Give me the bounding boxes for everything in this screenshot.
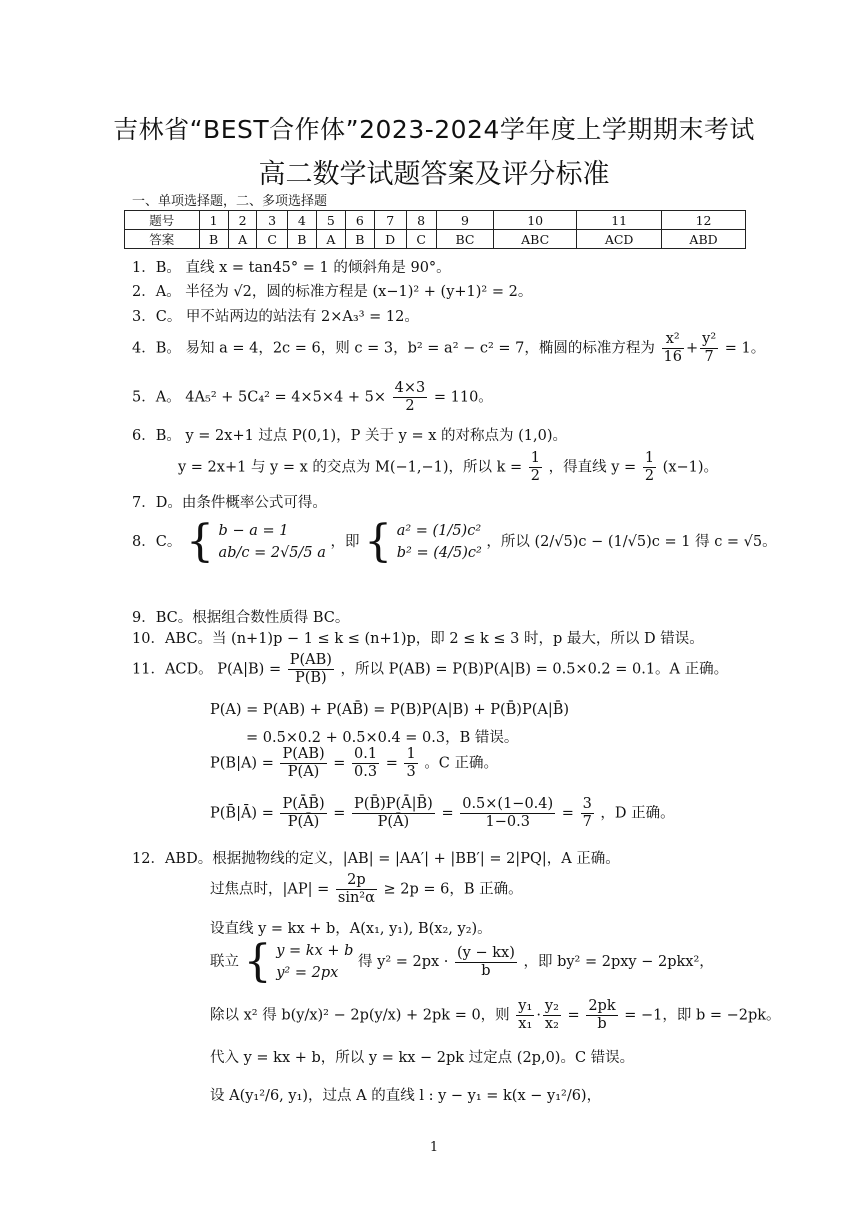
solution-11-line-4: P(B|A) = $\frac{P(AB)}{P(A)}$ = $\frac{0.1}{0.3}$ = $\frac{1}{3}$ 。C 正确。 xyxy=(210,746,499,780)
fraction: $\frac{1}{2}$ xyxy=(530,450,541,484)
solution-3: 3．C。 甲不站两边的站法有 2×A₃³ = 12。 xyxy=(132,309,419,325)
row-label: 题号 xyxy=(125,211,200,230)
fraction: $\frac{\text{x²}}{16}$ xyxy=(663,331,682,365)
question-number: 6 xyxy=(345,211,374,230)
question-number: 7 xyxy=(374,211,406,230)
answer-cell: B xyxy=(287,230,316,249)
solution-11-line-2: P(A) = P(AB) + P(AB̄) = P(B)P(A|B) + P(B̄)P(A|B̄) xyxy=(210,702,570,718)
fraction: $\frac{1}{2}$ xyxy=(644,450,655,484)
solution-2: 2．A。 半径为 √2，圆的标准方程是 (x−1)² + (y+1)² = 2。 xyxy=(132,284,533,300)
solution-12-line-3: 设直线 y = kx + b，A(x₁, y₁), B(x₂, y₂)。 xyxy=(210,921,492,937)
fraction: $\frac{(y - kx)}{b}$ xyxy=(457,944,515,979)
answer-cell: C xyxy=(257,230,287,249)
fraction: $\frac{0.1}{0.3}$ xyxy=(354,746,378,780)
question-number: 5 xyxy=(316,211,345,230)
document-title: 吉林省“BEST合作体”2023-2024学年度上学期期末考试 xyxy=(113,115,755,144)
question-number: 8 xyxy=(406,211,436,230)
equation-system: a² = (1/5)c² b² = (4/5)c² xyxy=(396,523,482,561)
solution-1: 1．B。 直线 x = tan45° = 1 的倾斜角是 90°。 xyxy=(132,260,451,276)
solution-6-continued: y = 2x+1 与 y = x 的交点为 M(−1,−1)，所以 k = $\frac{1}{2}$ ，得直线 y = $\frac{1}{2}$ (x−1)。 xyxy=(178,450,719,484)
solution-11-line-3: = 0.5×0.2 + 0.5×0.4 = 0.3，B 错误。 xyxy=(246,730,519,746)
page-number: 1 xyxy=(429,1140,439,1155)
answer-cell: A xyxy=(316,230,345,249)
answer-cell: ABD xyxy=(662,230,746,249)
answer-cell: A xyxy=(228,230,257,249)
solution-12-line-6: 代入 y = kx + b，所以 y = kx − 2pk 过定点 (2p,0)。C 错误。 xyxy=(210,1050,635,1066)
answer-cell: D xyxy=(374,230,406,249)
question-number: 10 xyxy=(494,211,577,230)
fraction: $\frac{4\times 3}{2}$ xyxy=(394,380,426,414)
left-brace: { xyxy=(243,936,272,987)
question-number: 11 xyxy=(577,211,662,230)
solution-12: 12．ABD。根据抛物线的定义，|AB| = |AA′| + |BB′| = 2|PQ|，A 正确。 xyxy=(132,851,620,867)
question-number: 4 xyxy=(287,211,316,230)
solution-12-line-7: 设 A(y₁²/6, y₁)，过点 A 的直线 l : y − y₁ = k(x − y₁²/6)， xyxy=(210,1088,602,1104)
solution-12-line-4: 联立 { y = kx + b y² = 2px 得 y² = 2px · $\frac{(y - kx)}{b}$ ，即 by² = 2pxy − 2pkx²， xyxy=(210,936,714,987)
row-label: 答案 xyxy=(125,230,200,249)
solution-12-line-2: 过焦点时，|AP| = $\frac{2p}{\text{sin²α}}$ ≥ 2p = 6，B 正确。 xyxy=(210,872,523,906)
solution-11-line-5: P(B̄|Ā) = $\frac{P(ĀB̄)}{P(Ā)}$ = $\frac{P(B̄)P(Ā|B̄)}{P(Ā)}$ = $\frac{0.5\times(1-0.4)}{1-0.3}$ = $\frac{3}{7}$ ，D 正确。 xyxy=(210,796,675,830)
solution-5: 5．A。 4A₅² + 5C₄² = 4×5×4 + 5× $\frac{4\times 3}{2}$ = 110。 xyxy=(132,380,493,414)
fraction: $\frac{2p}{\text{sin²α}}$ xyxy=(337,872,375,906)
equation-system: b − a = 1 ab/c = 2√5/5 a xyxy=(218,523,326,561)
fraction: $\frac{P(AB)}{P(A)}$ xyxy=(282,746,325,780)
answer-cell: B xyxy=(199,230,228,249)
fraction: $\frac{\text{y₁}}{\text{x₁}}$ xyxy=(518,998,533,1032)
answer-cell: C xyxy=(406,230,436,249)
question-number-row xyxy=(125,211,746,230)
solution-12-line-5: 除以 x² 得 b(y/x)² − 2p(y/x) + 2pk = 0，则 $\frac{\text{y₁}}{\text{x₁}}$ · $\frac{\text{y₂}}{\text{x₂}}$ = $\frac{2pk}{b}$ = −1，即 b = −2pk。 xyxy=(210,998,781,1032)
answer-table xyxy=(124,210,746,249)
question-number: 2 xyxy=(228,211,257,230)
solution-11: 11．ACD。 P(A|B) = $\frac{P(AB)}{P(B)}$ ，所以 P(AB) = P(B)P(A|B) = 0.5×0.2 = 0.1。A 正确。 xyxy=(132,652,729,686)
left-brace: { xyxy=(185,516,214,567)
answer-cell: BC xyxy=(436,230,493,249)
solution-4: 4．B。 易知 a = 4，2c = 6，则 c = 3，b² = a² − c² = 7，椭圆的标准方程为 $\frac{\text{x²}}{16}$ + $\frac{\text{y²}}{7}$ = 1。 xyxy=(132,331,766,365)
solution-9: 9．BC。根据组合数性质得 BC。 xyxy=(132,610,350,626)
answer-cell: ACD xyxy=(577,230,662,249)
fraction: $\frac{2pk}{b}$ xyxy=(588,998,616,1032)
equation-system: y = kx + b y² = 2px xyxy=(276,943,354,981)
left-brace: { xyxy=(364,516,393,567)
solution-6: 6．B。 y = 2x+1 过点 P(0,1)，P 关于 y = x 的对称点为 (1,0)。 xyxy=(132,428,567,444)
solution-10: 10．ABC。当 (n+1)p − 1 ≤ k ≤ (n+1)p，即 2 ≤ k ≤ 3 时，p 最大，所以 D 错误。 xyxy=(132,631,704,647)
fraction: $\frac{P(B̄)P(Ā|B̄)}{P(Ā)}$ xyxy=(354,796,433,830)
question-number: 12 xyxy=(662,211,746,230)
answer-cell: B xyxy=(345,230,374,249)
solution-8: 8．C。 { b − a = 1 ab/c = 2√5/5 a ，即 { a² = (1/5)c² b² = (4/5)c² ，所以 (2/√5)c − (1/√5)c = 1 得 c = √5。 xyxy=(132,516,777,567)
section-heading: 一、单项选择题，二、多项选择题 xyxy=(132,194,328,209)
question-number: 3 xyxy=(257,211,287,230)
question-number: 9 xyxy=(436,211,493,230)
fraction: $\frac{P(ĀB̄)}{P(Ā)}$ xyxy=(282,796,325,830)
solution-4-text: 4．B。 易知 a = 4，2c = 6，则 c = 3，b² = a² − c² = 7，椭圆的标准方程为 xyxy=(132,340,655,357)
fraction: $\frac{3}{7}$ xyxy=(582,796,592,830)
fraction: $\frac{\text{y²}}{7}$ xyxy=(702,331,717,365)
fraction: $\frac{\text{y₂}}{\text{x₂}}$ xyxy=(544,998,559,1032)
document-subtitle: 高二数学试题答案及评分标准 xyxy=(258,159,610,190)
fraction: $\frac{0.5\times(1-0.4)}{1-0.3}$ xyxy=(462,796,554,830)
fraction: $\frac{1}{3}$ xyxy=(406,746,416,780)
answer-cell: ABC xyxy=(494,230,577,249)
answer-row xyxy=(125,230,746,249)
fraction: $\frac{P(AB)}{P(B)}$ xyxy=(289,652,332,686)
solution-7: 7．D。由条件概率公式可得。 xyxy=(132,495,327,511)
question-number: 1 xyxy=(199,211,228,230)
